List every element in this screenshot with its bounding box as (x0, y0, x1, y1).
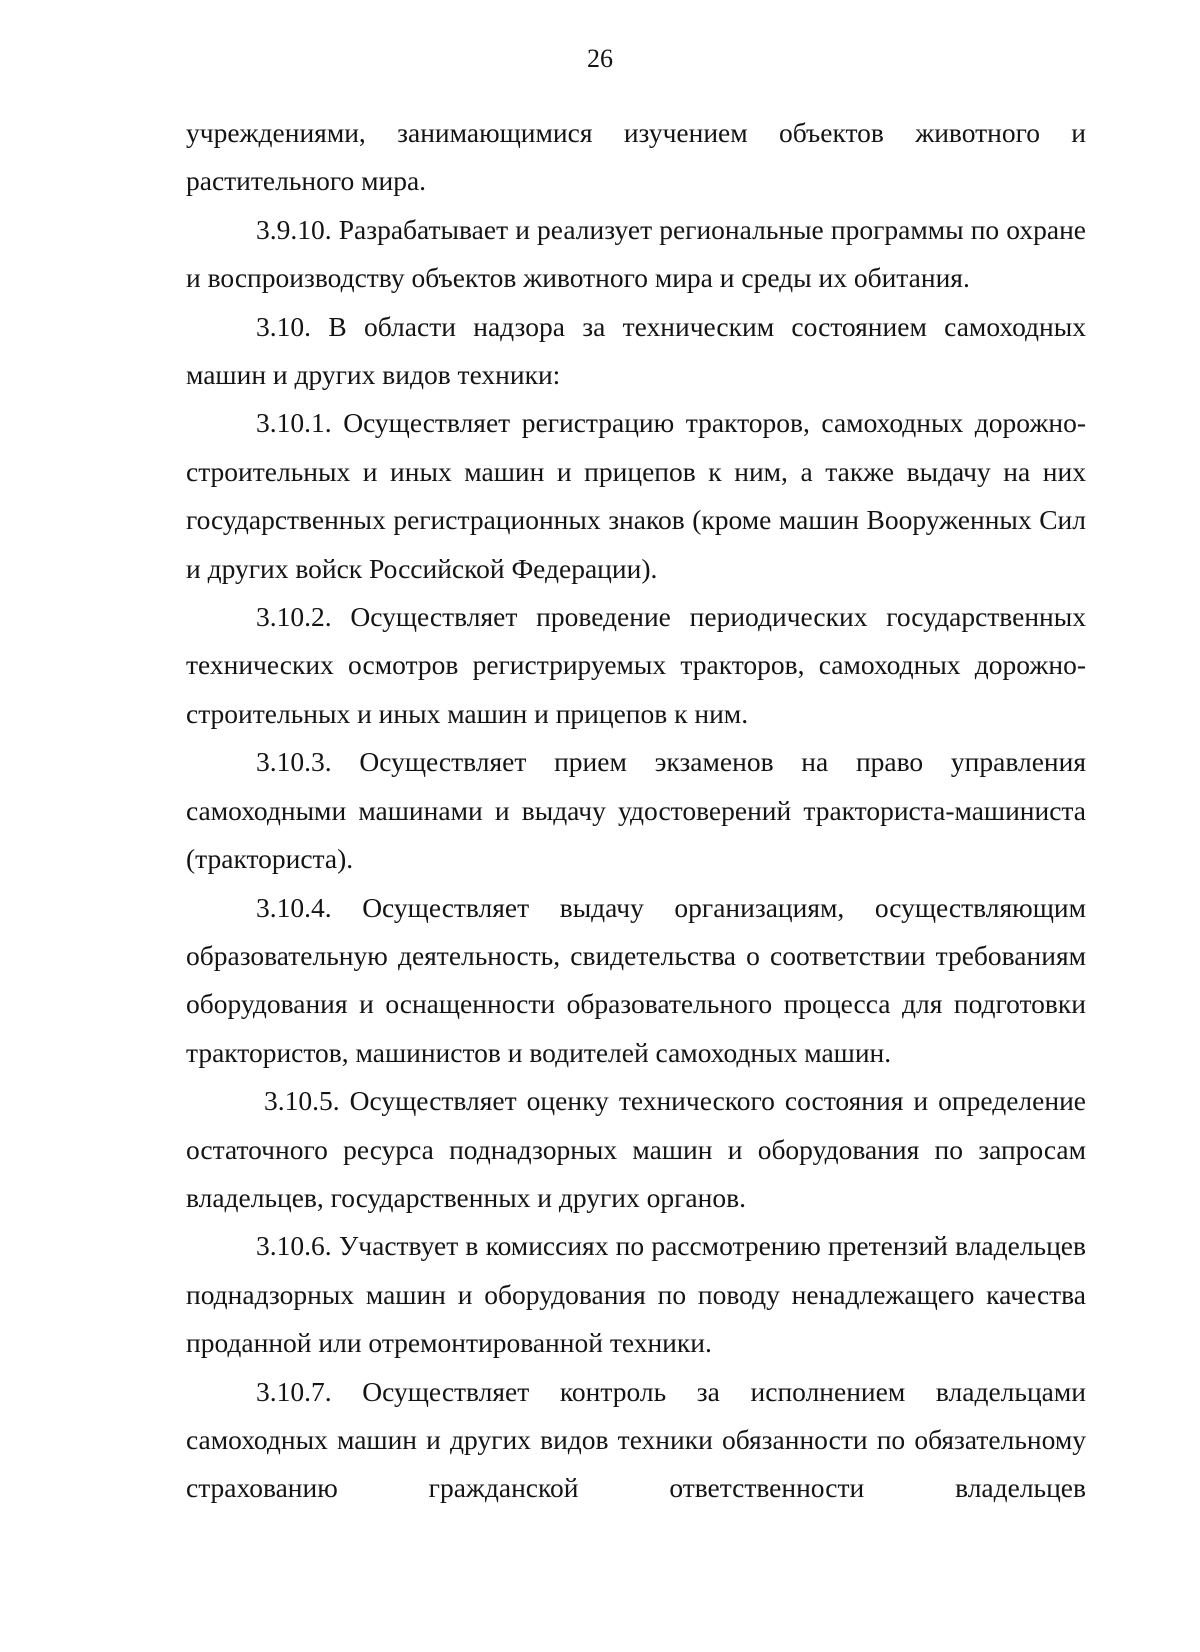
paragraph-3-10-1: 3.10.1. Осуществляет регистрацию тракторов, самоходных дорожно-строительных и иных машин и прицепов к ним, а также выдачу на них государственных регистрационных знаков (кроме машин Вооруженных Сил и других войск Российской Федерации). (186, 407, 1086, 584)
paragraph-3-10-2: 3.10.2. Осуществляет проведение периодических государственных технических осмотров регистрируемых тракторов, самоходных дорожно-строительных и иных машин и прицепов к ним. (186, 601, 1086, 729)
paragraph-3-9-10: 3.9.10. Разрабатывает и реализует региональные программы по охране и воспроизводству объектов животного мира и среды их обитания. (186, 213, 1086, 294)
paragraph-3-10-7: 3.10.7. Осуществляет контроль за исполнением владельцами самоходных машин и других видов техники обязанности по обязательному страхованию гражданской ответственности владельцев (186, 1375, 1086, 1504)
paragraph-3-10: 3.10. В области надзора за техническим состоянием самоходных машин и других видов техники: (186, 310, 1086, 391)
paragraph-3-10-6: 3.10.6. Участвует в комиссиях по рассмотрению претензий владельцев поднадзорных машин и оборудования по поводу ненадлежащего качества проданной или отремонтированной техники. (186, 1230, 1086, 1359)
paragraph-3-10-5: 3.10.5. Осуществляет оценку технического состояния и определение остаточного ресурса поднадзорных машин и оборудования по запросам владельцев, государственных и других органов. (186, 1085, 1086, 1213)
paragraph-3-10-3: 3.10.3. Осуществляет прием экзаменов на право управления самоходными машинами и выдачу удостоверений тракториста-машиниста (тракториста). (186, 746, 1086, 875)
paragraph-continuation: учреждениями, занимающимися изучением объектов животного и растительного мира. (186, 117, 1086, 197)
page-number: 26 (587, 44, 613, 73)
document-body (186, 109, 1086, 1513)
paragraph-3-10-4: 3.10.4. Осуществляет выдачу организациям, осуществляющим образовательную деятельность, свидетельства о соответствии требованиям оборудования и оснащенности образовательного процесса для подготовки трактористов, машинистов и водителей самоходных машин. (186, 891, 1086, 1068)
